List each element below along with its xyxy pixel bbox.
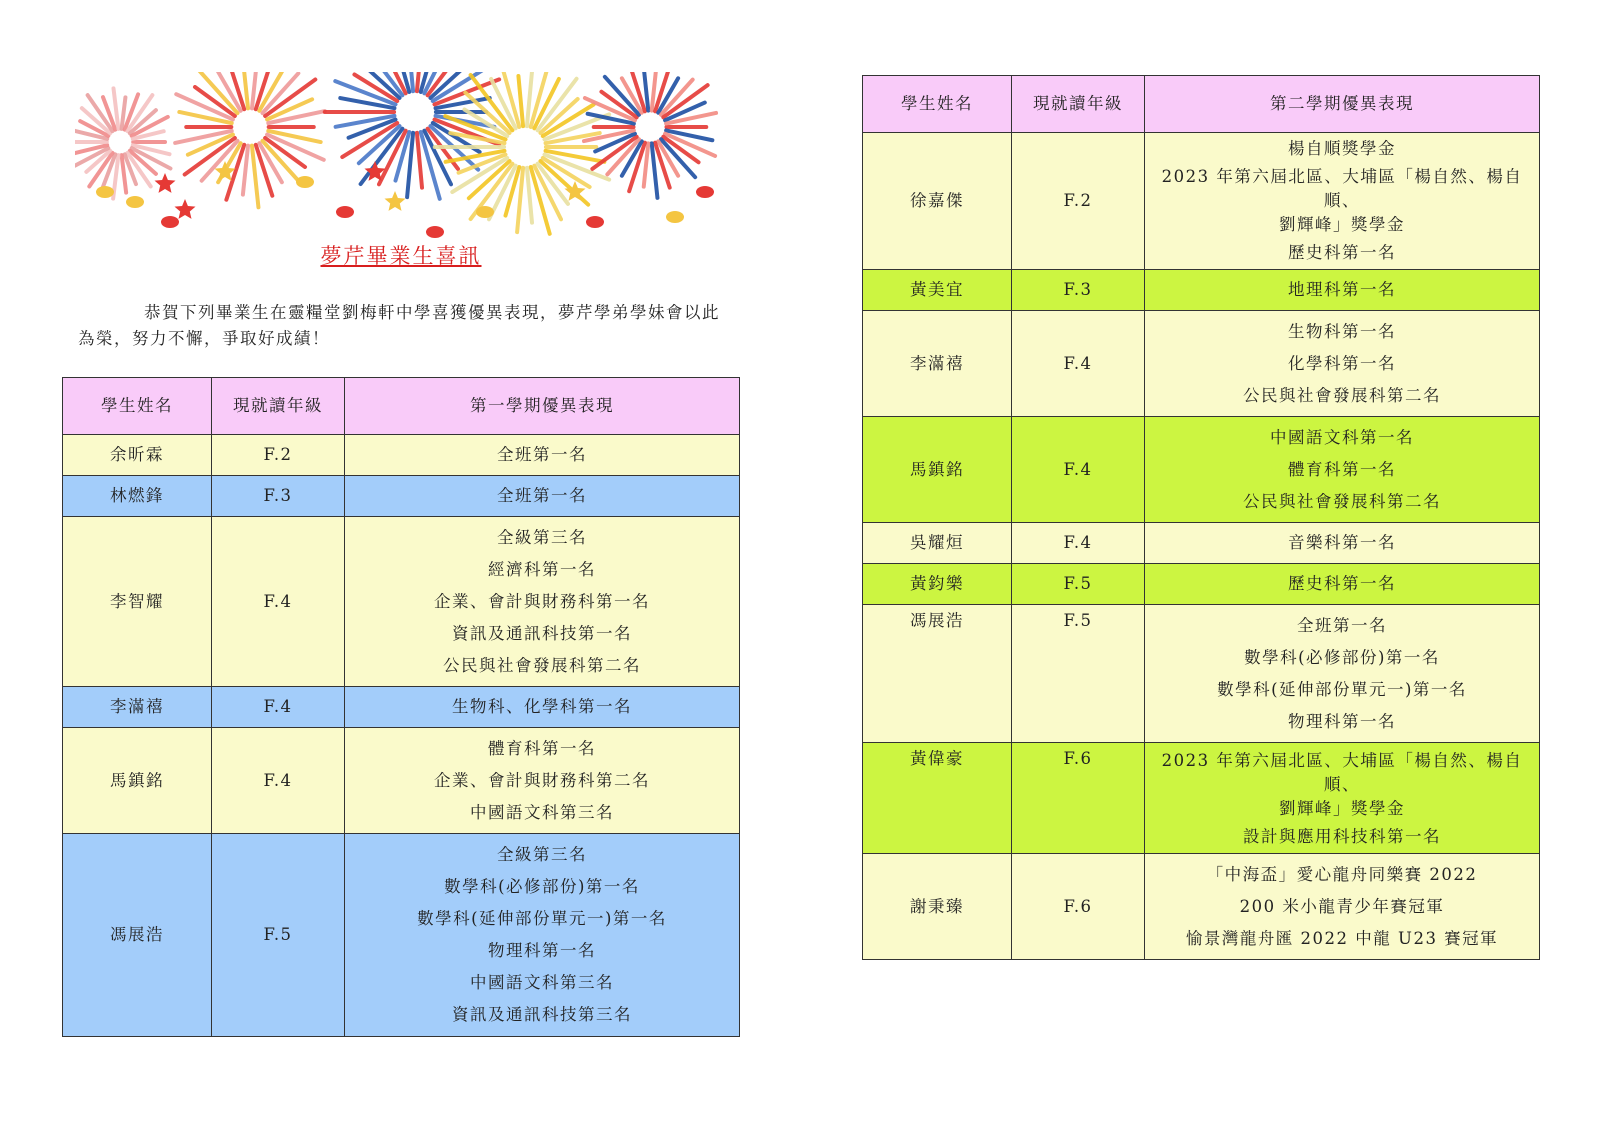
- award-line: 體育科第一名: [1288, 459, 1396, 479]
- confetti-dot: [126, 196, 144, 208]
- table-row: [863, 523, 1540, 564]
- award-line: 物理科第一名: [1288, 711, 1396, 731]
- award-line: 中國語文科第三名: [470, 973, 614, 992]
- award-line: 體育科第一名: [488, 738, 596, 758]
- grade: F.5: [1012, 564, 1145, 605]
- student-name: 徐嘉傑: [863, 133, 1012, 270]
- header-performance: 第二學期優異表現: [1145, 76, 1540, 133]
- award-line: 中國語文科第三名: [470, 802, 614, 822]
- table-row: [63, 728, 740, 834]
- award-line: 劉輝峰」獎學金: [1279, 215, 1405, 234]
- table-row: [63, 435, 740, 476]
- award-line: 設計與應用科技科第一名: [1243, 827, 1441, 846]
- grade: F.6: [1012, 854, 1145, 960]
- grade: F.4: [212, 728, 345, 834]
- award-line: 公民與社會發展科第二名: [1243, 491, 1441, 511]
- awards: [345, 435, 740, 476]
- confetti-dot: [476, 206, 494, 218]
- awards: [345, 517, 740, 687]
- award-line: 數學科(延伸部份單元一)第一名: [1217, 679, 1467, 699]
- awards: [345, 476, 740, 517]
- table-row: [863, 743, 1540, 854]
- award-line: 公民與社會發展科第二名: [1243, 385, 1441, 405]
- awards: [1145, 133, 1540, 270]
- student-name: 李滿禧: [863, 311, 1012, 417]
- award-line: 200 米小龍青少年賽冠軍: [1239, 896, 1445, 916]
- firework-ray: [518, 76, 523, 126]
- table-header-row: [63, 378, 740, 435]
- award-line: 愉景灣龍舟匯 2022 中龍 U23 賽冠軍: [1185, 928, 1499, 948]
- table-row: [863, 417, 1540, 523]
- table-row: [63, 834, 740, 1037]
- grade: F.5: [1012, 605, 1145, 743]
- award-line: 全級第三名: [497, 845, 587, 864]
- student-name: 馬鎮銘: [63, 728, 212, 834]
- student-name: 馮展浩: [63, 834, 212, 1037]
- header-student-name: 學生姓名: [863, 76, 1012, 133]
- confetti-dot: [161, 216, 179, 228]
- award-line: 生物科、化學科第一名: [452, 697, 632, 716]
- award-line: 數學科(必修部份)第一名: [1244, 647, 1440, 667]
- intro-paragraph: 恭賀下列畢業生在靈糧堂劉梅軒中學喜獲優異表現，夢芹學弟學妹會以此為榮，努力不懈，爭取好成績！: [78, 303, 720, 348]
- table-row: [863, 854, 1540, 960]
- awards: [345, 834, 740, 1037]
- award-line: 數學科(必修部份)第一名: [444, 877, 640, 896]
- grade: F.4: [212, 517, 345, 687]
- student-name: 馮展浩: [863, 605, 1012, 743]
- awards: [1145, 564, 1540, 605]
- student-name: 黃偉豪: [863, 743, 1012, 854]
- table-row: [63, 517, 740, 687]
- student-name: 李滿禧: [63, 687, 212, 728]
- confetti-dot: [426, 226, 444, 238]
- award-line: 物理科第一名: [488, 941, 596, 960]
- grade: F.4: [212, 687, 345, 728]
- header-grade: 現就讀年級: [212, 378, 345, 435]
- student-name: 謝秉臻: [863, 854, 1012, 960]
- second-semester-table: [862, 75, 1540, 960]
- table-row: [863, 270, 1540, 311]
- confetti-dot: [336, 206, 354, 218]
- header-student-name: 學生姓名: [63, 378, 212, 435]
- award-line: 地理科第一名: [1288, 280, 1396, 299]
- confetti-dot: [586, 216, 604, 228]
- star-icon: [175, 199, 196, 219]
- award-line: 中國語文科第一名: [1270, 427, 1414, 447]
- award-line: 企業、會計與財務科第二名: [434, 770, 650, 790]
- award-line: 化學科第一名: [1288, 353, 1396, 373]
- grade: F.6: [1012, 743, 1145, 854]
- award-line: 數學科(延伸部份單元一)第一名: [417, 909, 667, 928]
- awards: [345, 728, 740, 834]
- star-icon: [155, 173, 176, 193]
- award-line: 全級第三名: [497, 527, 587, 547]
- awards: [1145, 417, 1540, 523]
- award-line: 楊自順獎學金: [1288, 139, 1396, 158]
- student-name: 馬鎮銘: [863, 417, 1012, 523]
- star-icon: [385, 191, 406, 211]
- page-title: 夢芹畢業生喜訊: [320, 244, 482, 268]
- grade: F.3: [1012, 270, 1145, 311]
- award-line: 全班第一名: [497, 445, 587, 464]
- student-name: 吳耀烜: [863, 523, 1012, 564]
- table-row: [863, 133, 1540, 270]
- awards: [1145, 743, 1540, 854]
- award-line: 生物科第一名: [1288, 321, 1396, 341]
- award-line: 全班第一名: [1297, 615, 1387, 635]
- first-semester-table: [62, 377, 740, 1037]
- table-header-row: [863, 76, 1540, 133]
- award-line: 資訊及通訊科技第三名: [452, 1005, 632, 1024]
- grade: F.5: [212, 834, 345, 1037]
- grade: F.3: [212, 476, 345, 517]
- table-row: [863, 311, 1540, 417]
- award-line: 歷史科第一名: [1288, 574, 1396, 593]
- award-line: 音樂科第一名: [1288, 533, 1396, 552]
- table-row: [63, 687, 740, 728]
- header-grade: 現就讀年級: [1012, 76, 1145, 133]
- grade: F.4: [1012, 417, 1145, 523]
- awards: [1145, 605, 1540, 743]
- award-line: 資訊及通訊科技第一名: [452, 623, 632, 643]
- award-line: 全班第一名: [497, 486, 587, 505]
- table-row: [863, 605, 1540, 743]
- award-line: 歷史科第一名: [1288, 243, 1396, 262]
- awards: [1145, 854, 1540, 960]
- confetti-dot: [696, 186, 714, 198]
- award-line: 公民與社會發展科第二名: [443, 655, 641, 675]
- award-line: 「中海盃」愛心龍舟同樂賽 2022: [1206, 864, 1478, 884]
- student-name: 林燃鋒: [63, 476, 212, 517]
- student-name: 黃美宜: [863, 270, 1012, 311]
- awards: [345, 687, 740, 728]
- grade: F.4: [1012, 311, 1145, 417]
- award-line: 2023 年第六屆北區、大埔區「楊自然、楊自順、: [1161, 167, 1523, 210]
- awards: [1145, 311, 1540, 417]
- header-performance: 第一學期優異表現: [345, 378, 740, 435]
- grade: F.2: [212, 435, 345, 476]
- student-name: 余昕霖: [63, 435, 212, 476]
- awards: [1145, 523, 1540, 564]
- student-name: 李智耀: [63, 517, 212, 687]
- table-row: [863, 564, 1540, 605]
- grade: F.2: [1012, 133, 1145, 270]
- grade: F.4: [1012, 523, 1145, 564]
- award-line: 企業、會計與財務科第一名: [434, 591, 650, 611]
- award-line: 劉輝峰」獎學金: [1279, 799, 1405, 818]
- confetti-dot: [666, 211, 684, 223]
- fireworks-banner-image: [75, 72, 727, 252]
- award-line: 經濟科第一名: [488, 559, 596, 579]
- awards: [1145, 270, 1540, 311]
- confetti-dot: [296, 176, 314, 188]
- table-row: [63, 476, 740, 517]
- confetti-dot: [96, 186, 114, 198]
- award-line: 2023 年第六屆北區、大埔區「楊自然、楊自順、: [1161, 751, 1523, 794]
- student-name: 黃鈞樂: [863, 564, 1012, 605]
